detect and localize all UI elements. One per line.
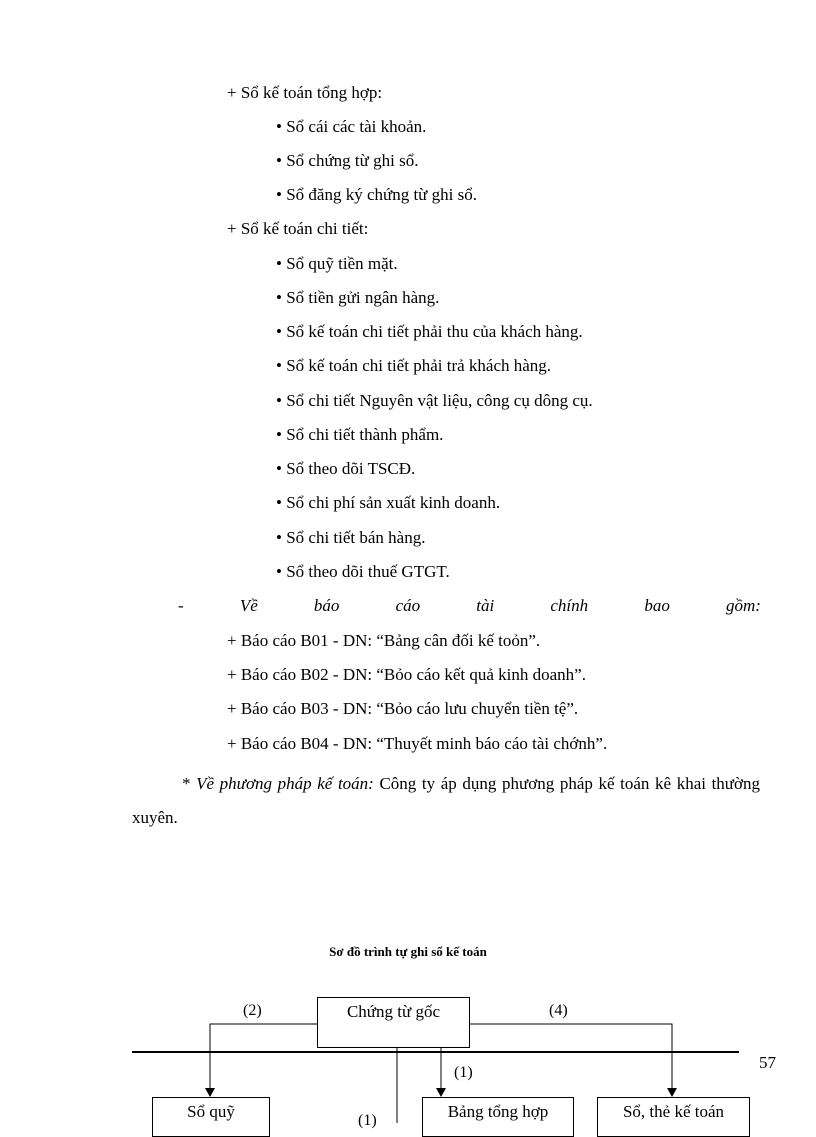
arrow-head [667,1088,677,1097]
method-text: Công ty áp dụng phương pháp kế toán kê khai thường xuyên. [132,774,761,827]
arrow-head [436,1088,446,1097]
arrow-line-2 [210,1024,317,1090]
list-item: • Sổ chi tiết bán hàng. [276,528,426,547]
list-item: • Sổ chi tiết Nguyên vật liệu, công cụ dông cụ. [276,391,593,410]
list-item: • Sổ chi phí sản xuất kinh doanh. [276,493,501,512]
box-label: Sổ quỹ [187,1102,235,1121]
report-item: + Báo cáo B03 - DN: “Bỏo cáo lưu chuyển tiền tệ”. [227,699,579,718]
heading-word: chính [550,596,589,615]
general-ledger-heading: + Sổ kế toán tổng hợp: [227,83,383,102]
cash-book-box [152,1097,270,1137]
list-item: • Sổ cái các tài khoản. [276,117,427,136]
list-item: • Sổ kế toán chi tiết phải trả khách hàng. [276,356,552,375]
arrow-line-4 [470,1024,672,1090]
list-item: • Sổ theo dõi thuế GTGT. [276,562,450,581]
heading-word: Về [239,596,258,615]
box-label: Bảng tổng hợp [447,1102,549,1121]
list-item: • Sổ chứng từ ghi sổ. [276,151,419,170]
heading-word: bao [644,596,670,615]
arrow-label-2: (2) [243,1002,262,1019]
source-documents-box [317,997,470,1048]
summary-table-box [422,1097,574,1137]
heading-word: cáo [395,596,421,615]
list-item: • Sổ quỹ tiền mặt. [276,254,398,273]
box-label: Sổ, thẻ kế toán [622,1102,725,1121]
method-prefix: * [182,774,197,793]
list-item: • Sổ tiền gửi ngân hàng. [276,288,440,307]
list-item: • Sổ đăng ký chứng từ ghi sổ. [276,185,477,204]
box-label: Chứng từ gốc [346,1002,441,1021]
list-item: • Sổ chi tiết thành phẩm. [276,425,444,444]
list-item: • Sổ kế toán chi tiết phải thu của khách hàng. [276,322,583,341]
arrow-head [205,1088,215,1097]
diagram-title: Sơ đồ trình tự ghi sổ kế toán [329,944,487,959]
arrow-label-1-partial: (1) [358,1112,377,1129]
heading-word: tài [476,596,495,615]
report-item: + Báo cáo B04 - DN: “Thuyết minh báo cáo tài chớnh”. [227,734,608,753]
page-number: 57 [759,1053,776,1072]
method-label: Về phương pháp kế toán: [196,774,374,793]
arrow-label-4: (4) [549,1002,568,1019]
arrow-label-1: (1) [454,1064,473,1081]
detail-ledger-box [597,1097,750,1137]
list-item: • Sổ theo dõi TSCĐ. [276,459,416,478]
heading-word: gồm: [725,596,761,615]
detail-ledger-heading: + Sổ kế toán chi tiết: [227,219,369,238]
dash: - [178,596,184,615]
report-item: + Báo cáo B01 - DN: “Bảng cân đối kế toỏn”. [227,631,541,650]
report-item: + Báo cáo B02 - DN: “Bỏo cáo kết quả kinh doanh”. [227,665,586,684]
heading-word: báo [313,596,340,615]
